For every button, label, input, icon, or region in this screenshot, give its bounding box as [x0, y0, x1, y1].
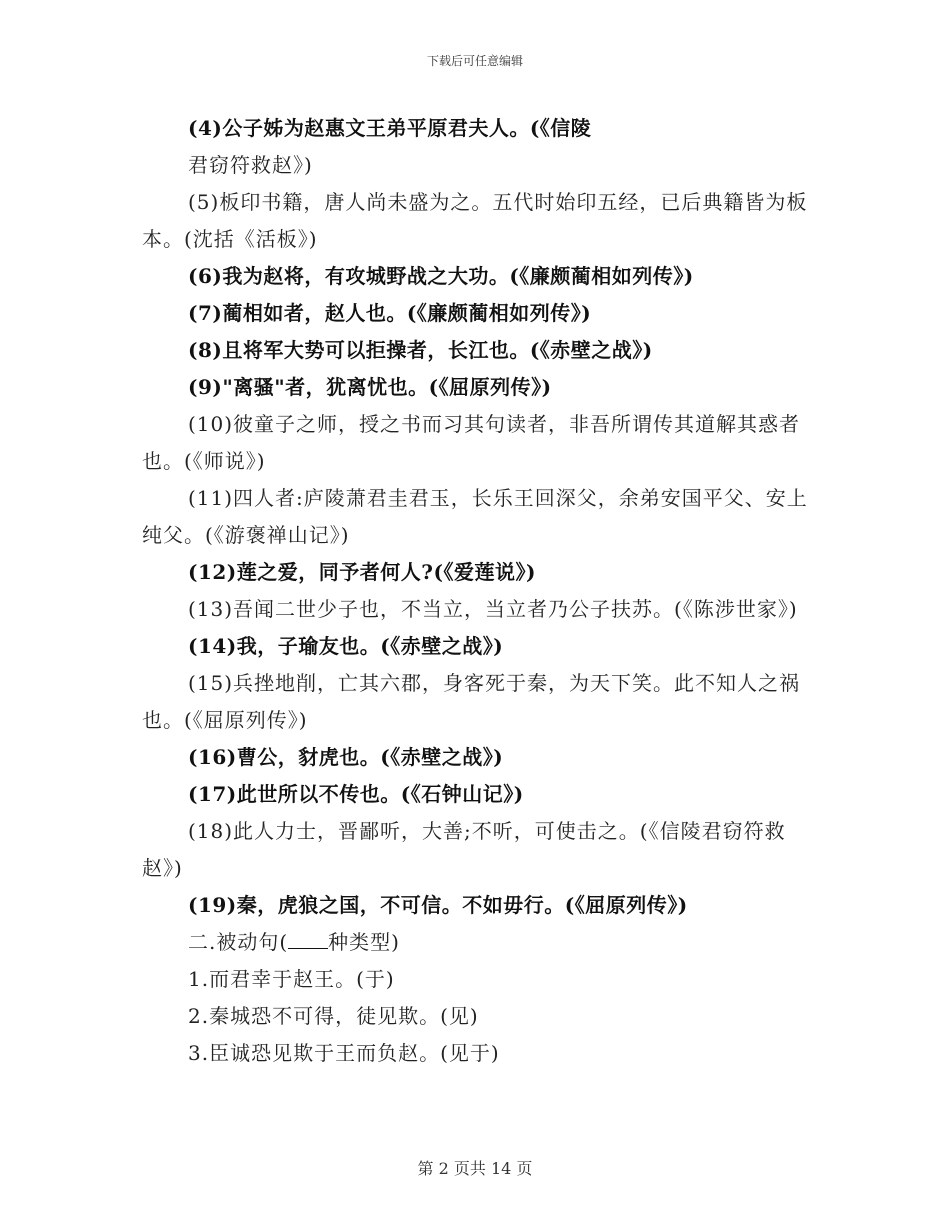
section-2-heading-suffix: 种类型) [328, 930, 400, 954]
sentence-11: (11)四人者:庐陵萧君圭君玉，长乐王回深父，余弟安国平父、安上纯父。(《游褒禅山记》) [142, 486, 808, 547]
sentence-7: (7)蔺相如者，赵人也。(《廉颇蔺相如列传》) [188, 301, 592, 325]
sentence-8: (8)且将军大势可以拒操者，长江也。(《赤壁之战》) [188, 338, 653, 362]
sentence-16: (16)曹公，豺虎也。(《赤壁之战》) [188, 745, 504, 769]
sentence-10: (10)彼童子之师，授之书而习其句读者，非吾所谓传其道解其惑者也。(《师说》) [142, 412, 801, 473]
sentence-9: (9)"离骚"者，犹离忧也。(《屈原列传》) [188, 375, 552, 399]
sentence-17: (17)此世所以不传也。(《石钟山记》) [188, 782, 524, 806]
sentence-13: (13)吾闻二世少子也，不当立，当立者乃公子扶苏。(《陈涉世家》) [188, 597, 798, 621]
sentence-18: (18)此人力士，晋鄙听，大善;不听，可使击之。(《信陵君窃符救赵》) [142, 819, 786, 880]
section-2-heading-prefix: 二.被动句( [188, 930, 289, 954]
passive-example-2: 2.秦城恐不可得，徒见欺。(见) [188, 1004, 479, 1028]
page-header: 下载后可任意编辑 [426, 54, 523, 68]
sentence-6: (6)我为赵将，有攻城野战之大功。(《廉颇蔺相如列传》) [188, 264, 694, 288]
passive-example-1: 1.而君幸于赵王。(于) [188, 967, 395, 991]
sentence-12: (12)莲之爱，同予者何人?(《爱莲说》) [188, 560, 536, 584]
sentence-4-line-1: (4)公子姊为赵惠文王弟平原君夫人。(《信陵 [188, 116, 592, 140]
document-body [142, 110, 822, 1072]
passive-example-3: 3.臣诚恐见欺于王而负赵。(见于) [188, 1041, 500, 1065]
page-footer: 第 2 页共 14 页 [417, 1159, 533, 1178]
sentence-5: (5)板印书籍，唐人尚未盛为之。五代时始印五经，已后典籍皆为板本。(沈括《活板》) [142, 190, 808, 251]
section-2-heading [142, 924, 822, 961]
sentence-14: (14)我，子瑜友也。(《赤壁之战》) [188, 634, 504, 658]
sentence-19: (19)秦，虎狼之国，不可信。不如毋行。(《屈原列传》) [188, 893, 688, 917]
sentence-4-line-2: 君窃符救赵》) [188, 153, 313, 177]
fill-in-blank [288, 930, 328, 949]
sentence-15: (15)兵挫地削，亡其六郡，身客死于秦，为天下笑。此不知人之祸也。(《屈原列传》) [142, 671, 801, 732]
